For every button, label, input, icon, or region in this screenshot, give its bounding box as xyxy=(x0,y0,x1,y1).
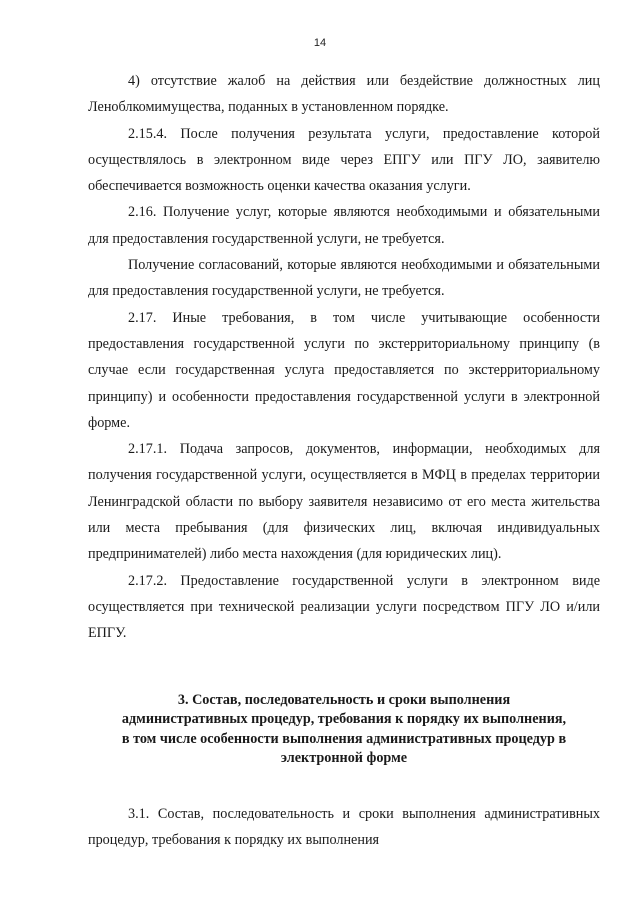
paragraph-item-4: 4) отсутствие жалоб на действия или бездействие должностных лиц Леноблкомимущества, поданных в установленном порядке. xyxy=(88,73,600,116)
paragraph-2-16: 2.16. Получение услуг, которые являются необходимыми и обязательными для предоставления государственной услуги, не требуется. xyxy=(88,204,600,247)
paragraph-2-17-2: 2.17.2. Предоставление государственной услуги в электронном виде осуществляется при технической реализации услуги посредством ПГУ ЛО и/или ЕПГУ. xyxy=(88,572,600,642)
paragraph-2-17-1: 2.17.1. Подача запросов, документов, информации, необходимых для получения государственной услуги, осуществляется в МФЦ в пределах территории Ленинградской области по выбору заявителя независимо от его места жительства или места пребывания (для физических лиц, включая индивидуальных предпринимателей) либо места нахождения (для юридических лиц). xyxy=(88,441,600,563)
paragraph-2-17: 2.17. Иные требования, в том числе учитывающие особенности предоставления государственной услуги по экстерриториальному принципу (в случае если государственная услуга предоставляется по экстерриториальному принципу) и особенности предоставления государственной услуги в электронной форме. xyxy=(88,309,600,431)
paragraph-2-15-4: 2.15.4. После получения результата услуги, предоставление которой осуществлялось в электронном виде через ЕПГУ или ПГУ ЛО, заявителю обеспечивается возможность оценки качества оказания услуги. xyxy=(88,125,600,195)
paragraph-3-1: 3.1. Состав, последовательность и сроки выполнения административных процедур, требования к порядку их выполнения xyxy=(88,805,600,848)
paragraph-approvals: Получение согласований, которые являются необходимыми и обязательными для предоставления государственной услуги, не требуется. xyxy=(88,257,600,300)
section-heading: 3. Состав, последовательность и сроки выполнения административных процедур, требования к порядку их выполнения, в том числе особенности выполнения административных процедур в электронной форме xyxy=(121,691,567,767)
spacer xyxy=(88,647,600,691)
page-number: 14 xyxy=(313,37,327,49)
document-body xyxy=(88,68,600,853)
spacer xyxy=(88,769,600,801)
